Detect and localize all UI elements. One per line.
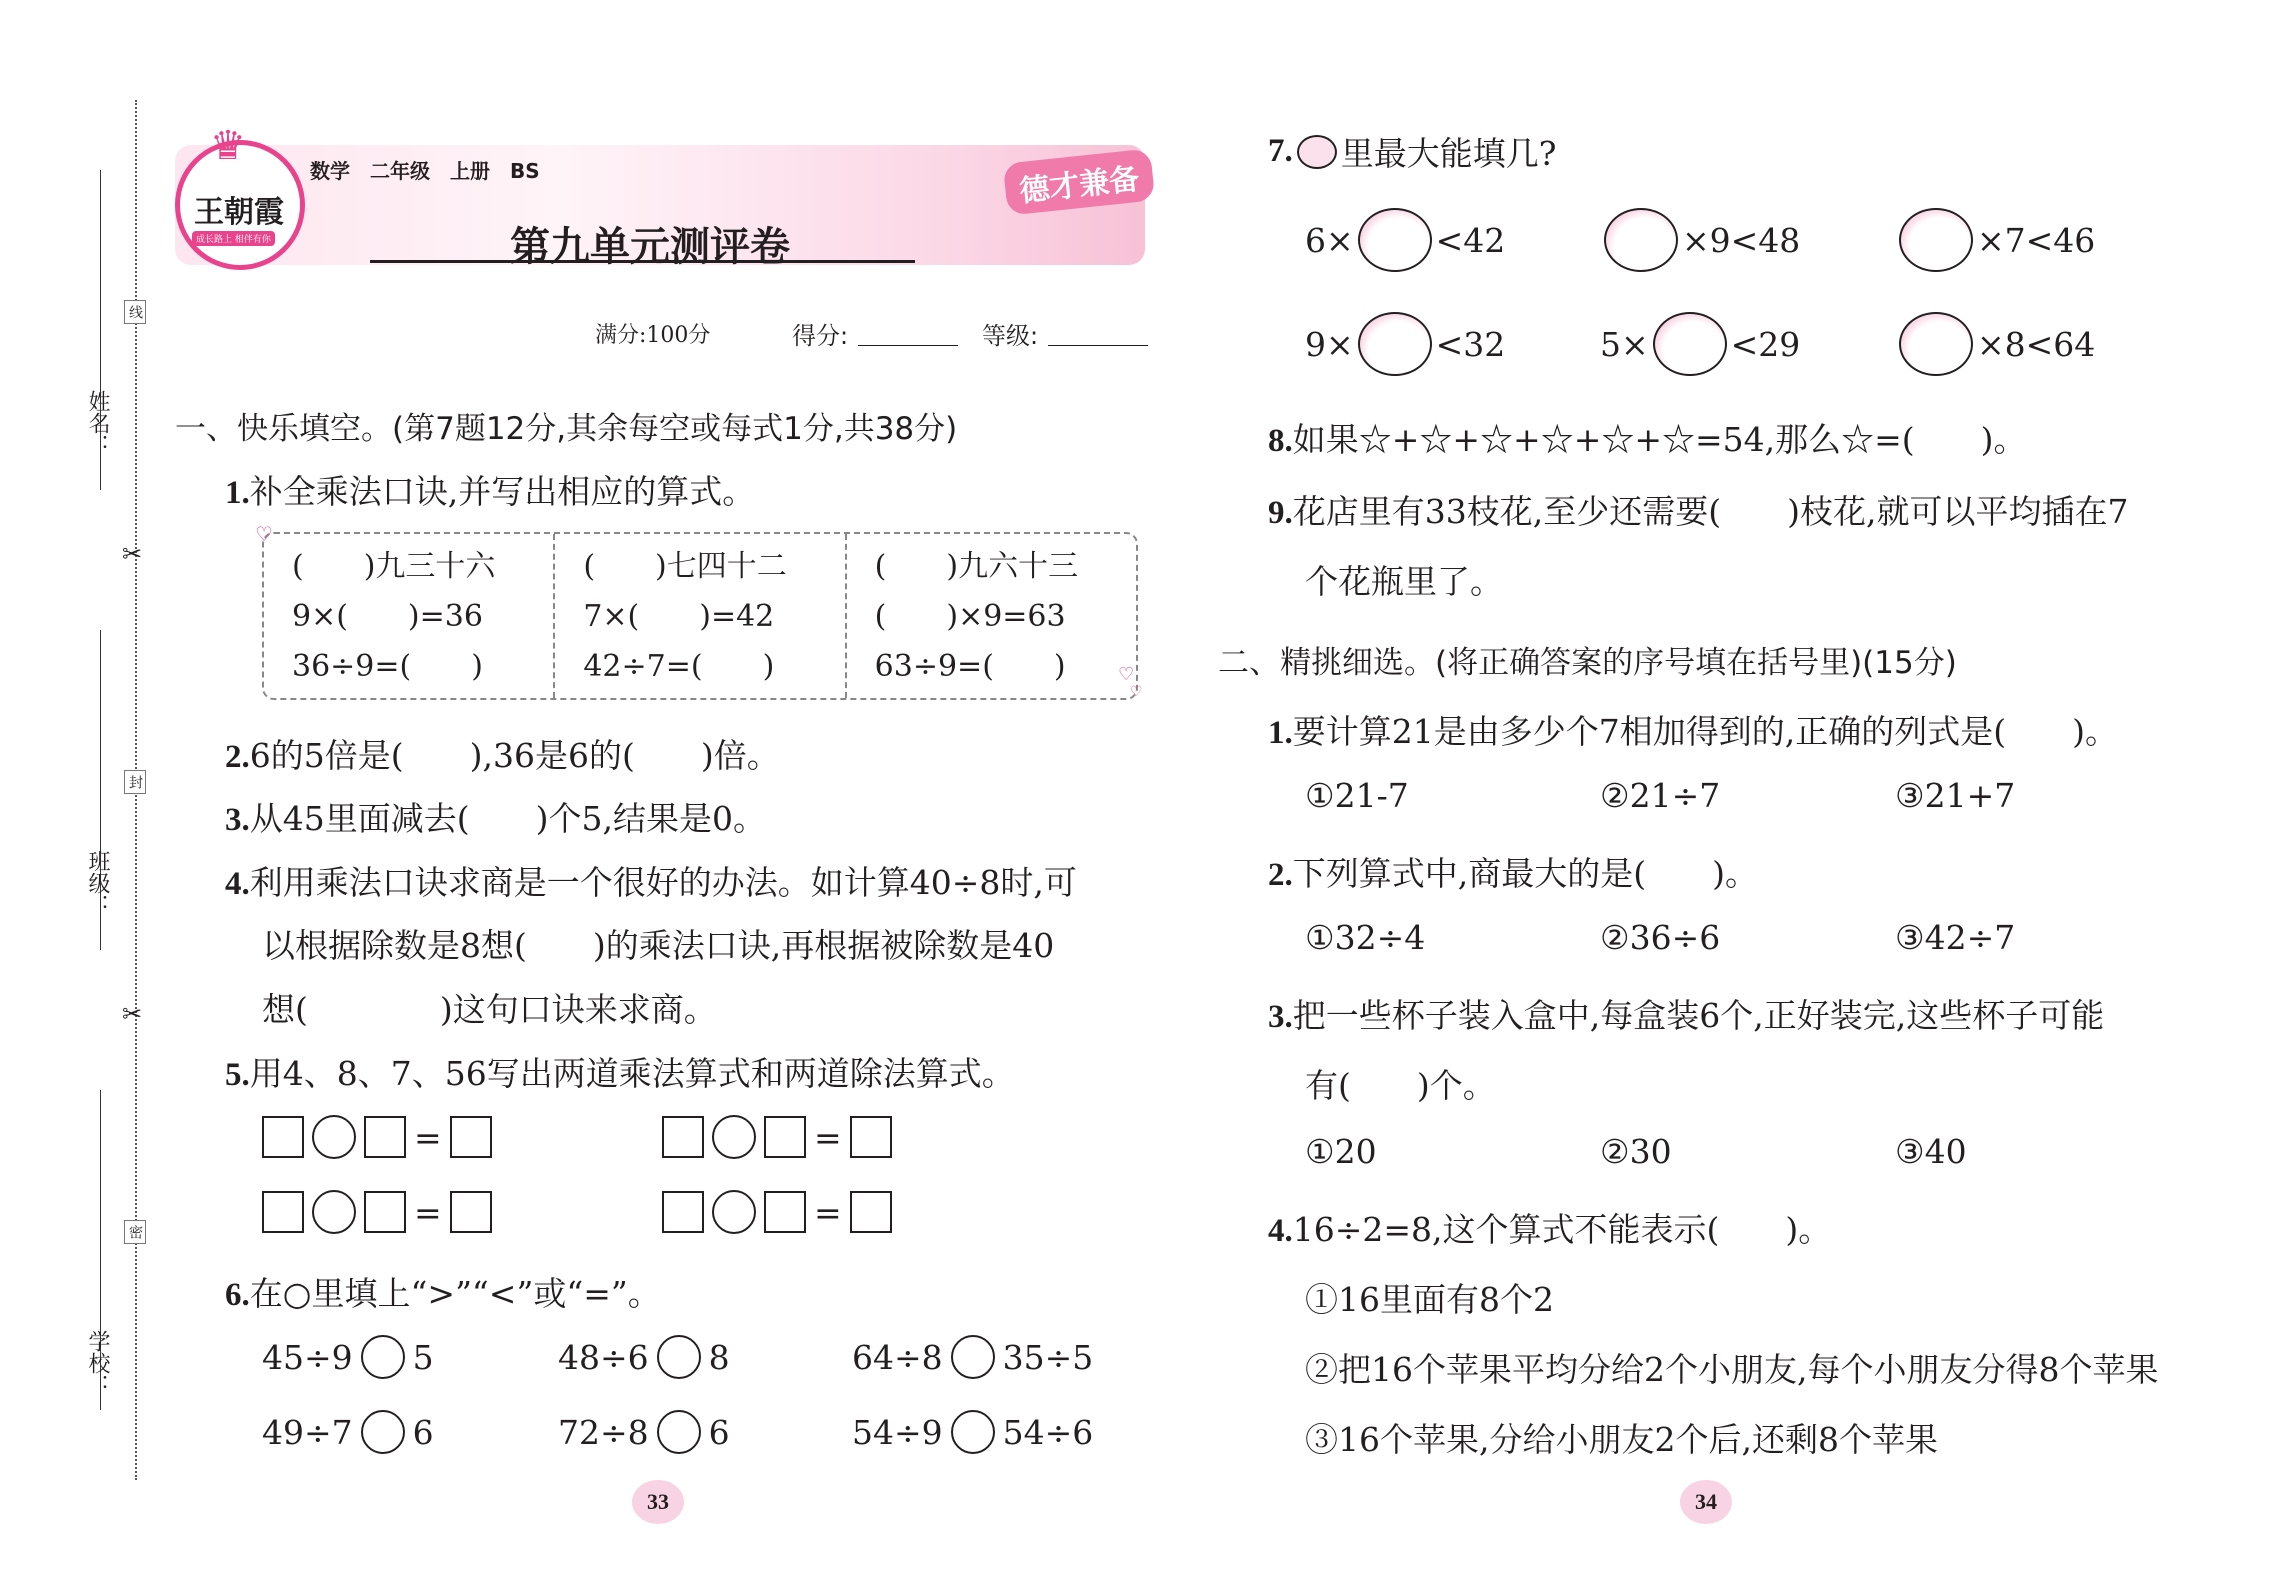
q5 [225,1048,1015,1095]
option: ②21÷7 [1600,776,1721,815]
q9 [1268,486,2128,533]
q4-line3: 想( )这句口诀来求商。 [262,990,717,1029]
q6-item [558,1335,730,1379]
option: ②36÷6 [1600,918,1721,957]
s2-q4-text: 16÷2=8,这个算式不能表示( )。 [1292,1210,1832,1249]
q1-table [262,532,1138,700]
q6-left: 54÷9 [852,1412,943,1452]
s2-q3-num: 3. [1268,999,1293,1035]
q5-text: 用4、8、7、56写出两道乘法算式和两道除法算式。 [249,1054,1015,1093]
q1-cell: 63÷9=( ) [874,649,1066,684]
answer-box[interactable] [450,1191,492,1233]
page-number-left: 33 [632,1480,684,1524]
answer-box[interactable] [850,1191,892,1233]
q9-line2: 个花瓶里了。 [1305,562,1503,601]
q6-item [262,1335,434,1379]
q1-cell: ( )九三十六 [292,549,496,584]
option: ①20 [1305,1132,1377,1171]
class-label: 班级： [85,850,110,916]
equals-sign: = [814,1192,842,1232]
answer-pig[interactable] [1358,208,1432,272]
q6 [225,1268,661,1315]
q7-item: 6× <42 [1305,208,1505,272]
s2-q2-num: 2. [1268,857,1293,893]
q6-right: 6 [708,1412,730,1452]
q3 [225,793,766,840]
answer-box[interactable] [262,1191,304,1233]
scissors-icon: ✂ [122,1000,143,1028]
q6-item [852,1410,1093,1454]
compare-circle[interactable] [361,1335,405,1379]
q6-right: 5 [412,1337,434,1377]
q1-cell: 9×( )=36 [292,599,483,634]
binding-strip [60,100,150,1480]
score-blank [858,345,958,346]
q1-cell: 7×( )=42 [583,599,775,634]
subject-line: 数学 二年级 上册 BS [310,159,540,183]
logo-slogan: 成长路上 相伴有你 [192,231,275,246]
equals-sign: = [414,1192,442,1232]
option: ①32÷4 [1305,918,1426,957]
operator-circle[interactable] [312,1115,356,1159]
q7-item: ×8<64 [1895,312,2095,376]
s2-q1-text: 要计算21是由多少个7相加得到的,正确的列式是( )。 [1292,712,2118,751]
score-full: 满分:100分 [595,323,711,348]
q1-cell: ( )七四十二 [583,549,787,584]
operator-circle[interactable] [312,1190,356,1234]
q7 [1268,128,1556,175]
grade-label: 等级: [982,322,1039,350]
option: ①21-7 [1305,776,1409,815]
option: ①16里面有8个2 [1305,1280,1554,1319]
q9-line1: 花店里有33枝花,至少还需要( )枝花,就可以平均插在7 [1292,492,2129,531]
q5-equation [662,1115,892,1159]
answer-box[interactable] [662,1191,704,1233]
answer-box[interactable] [662,1116,704,1158]
q6-left: 72÷8 [558,1412,649,1452]
option: ③42÷7 [1895,918,2016,957]
option: ③16个苹果,分给小朋友2个后,还剩8个苹果 [1305,1420,1938,1459]
page-number-right: 34 [1680,1480,1732,1524]
answer-box[interactable] [262,1116,304,1158]
badge: 德才兼备 [1003,148,1156,215]
q2 [225,730,780,777]
q7-item: 5× <29 [1600,312,1800,376]
q7-item: ×7<46 [1895,208,2095,272]
section2-title: 二、精挑细选。(将正确答案的序号填在括号里)(15分) [1218,645,1957,681]
q6-left: 45÷9 [262,1337,353,1377]
q1-col-1 [555,534,846,698]
s2-q1 [1268,706,2118,753]
q8-num: 8. [1268,423,1293,459]
operator-circle[interactable] [712,1190,756,1234]
q6-left: 49÷7 [262,1412,353,1452]
option: ②把16个苹果平均分给2个小朋友,每个小朋友分得8个苹果 [1305,1350,2159,1389]
option: ②30 [1600,1132,1672,1171]
q3-num: 3. [225,802,250,838]
q4 [225,857,1077,904]
compare-circle[interactable] [657,1335,701,1379]
q6-item [262,1410,434,1454]
s2-q3-line1: 把一些杯子装入盒中,每盒装6个,正好装完,这些杯子可能 [1292,996,2105,1035]
q5-equation [262,1190,492,1234]
q4-num: 4. [225,866,250,902]
q3-text: 从45里面减去( )个5,结果是0。 [249,799,766,838]
compare-circle[interactable] [951,1410,995,1454]
q6-right: 35÷5 [1002,1337,1094,1377]
q5-equation [662,1190,892,1234]
q1-col-2 [847,534,1136,698]
q6-text: 在○里填上“>”“<”或“=”。 [249,1274,661,1313]
s2-q3 [1268,990,2104,1037]
tag-feng: 封 [124,770,146,794]
q1-text: 补全乘法口诀,并写出相应的算式。 [249,472,756,511]
answer-pig[interactable] [1358,312,1432,376]
q4-line1: 利用乘法口诀求商是一个很好的办法。如计算40÷8时,可 [249,863,1077,902]
scissors-icon: ✂ [122,540,143,568]
q7-item: 9× <32 [1305,312,1505,376]
q6-left: 64÷8 [852,1337,943,1377]
s2-q2-text: 下列算式中,商最大的是( )。 [1292,854,1758,893]
page-title: 第九单元测评卷 [510,224,790,270]
compare-circle[interactable] [361,1410,405,1454]
q5-equation [262,1115,492,1159]
school-label: 学校： [85,1330,110,1396]
q1 [225,466,755,513]
q8-text: 如果☆+☆+☆+☆+☆+☆=54,那么☆=( )。 [1292,420,2027,459]
answer-box[interactable] [364,1191,406,1233]
q6-num: 6. [225,1277,250,1313]
compare-circle[interactable] [657,1410,701,1454]
tag-xian: 线 [124,300,146,324]
s2-q4 [1268,1204,1831,1251]
q1-num: 1. [225,475,250,511]
answer-pig[interactable] [1653,312,1727,376]
answer-pig[interactable] [1899,312,1973,376]
logo-crown-icon: ♛ [210,123,246,169]
answer-pig[interactable] [1604,208,1678,272]
answer-pig[interactable] [1899,208,1973,272]
s2-q2 [1268,848,1758,895]
q5-num: 5. [225,1057,250,1093]
pig-circle-icon [1297,135,1337,169]
q1-cell: 36÷9=( ) [292,649,483,684]
equals-sign: = [414,1117,442,1157]
q7-item: ×9<48 [1600,208,1800,272]
q1-cell: ( )×9=63 [874,599,1066,634]
q9-num: 9. [1268,495,1293,531]
operator-circle[interactable] [712,1115,756,1159]
q2-num: 2. [225,739,250,775]
answer-box[interactable] [450,1116,492,1158]
q1-cell: ( )九六十三 [874,549,1079,584]
q7-num: 7. [1268,133,1293,169]
answer-box[interactable] [850,1116,892,1158]
q6-item [852,1335,1093,1379]
compare-circle[interactable] [951,1335,995,1379]
answer-box[interactable] [764,1191,806,1233]
q8 [1268,414,2027,461]
q1-col-0 [264,534,555,698]
heart-icon: ♡ [1130,684,1143,700]
option: ③40 [1895,1132,1967,1171]
answer-box[interactable] [364,1116,406,1158]
option: ③21+7 [1895,776,2016,815]
s2-q3-line2: 有( )个。 [1305,1066,1496,1105]
equals-sign: = [814,1117,842,1157]
q1-cell: 42÷7=( ) [583,649,775,684]
q6-right: 6 [412,1412,434,1452]
answer-box[interactable] [764,1116,806,1158]
q6-right: 54÷6 [1002,1412,1094,1452]
section1-title: 一、快乐填空。(第7题12分,其余每空或每式1分,共38分) [175,411,958,447]
name-label: 姓名： [85,390,110,456]
s2-q1-num: 1. [1268,715,1293,751]
logo [175,123,305,270]
q6-item [558,1410,730,1454]
s2-q4-num: 4. [1268,1213,1293,1249]
q7-text: 里最大能填几? [1340,134,1557,173]
heart-icon: ♡ [1118,664,1135,685]
q6-right: 8 [708,1337,730,1377]
q4-line2: 以根据除数是8想( )的乘法口诀,再根据被除数是40 [262,926,1055,965]
score-label: 得分: [792,322,849,350]
q2-text: 6的5倍是( ),36是6的( )倍。 [249,736,780,775]
grade-blank [1048,345,1148,346]
q6-left: 48÷6 [558,1337,649,1377]
heart-icon: ♡ [255,522,273,546]
logo-text: 王朝霞 [194,195,284,230]
tag-mi: 密 [124,1220,146,1244]
